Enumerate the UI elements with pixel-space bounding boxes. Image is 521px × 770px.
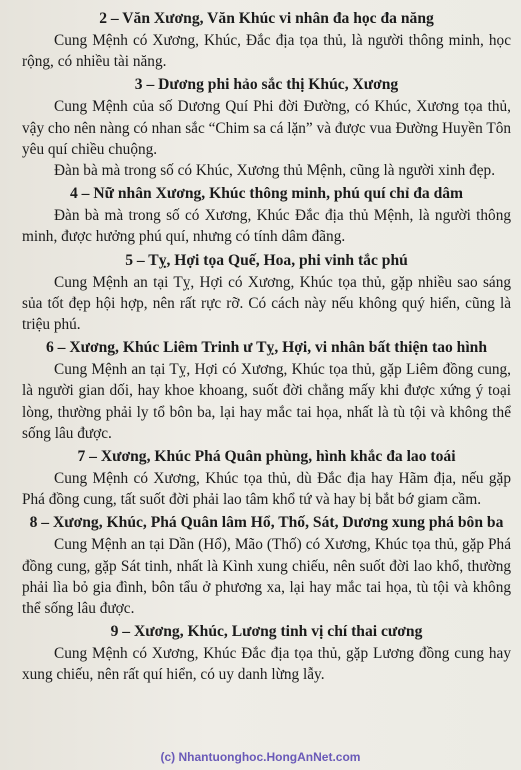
section-heading: 8 – Xương, Khúc, Phá Quân lâm Hổ, Thố, Sát, Dương xung phá bôn ba: [29, 514, 504, 532]
section-9: [22, 621, 511, 685]
section-paragraph: Cung Mệnh an tại Tỵ, Hợi có Xương, Khúc tọa thủ, gặp Liêm đồng cung, là người gian dối, hay khoe khoang, suốt đời chẳng mấy khi được xứng ý toại lòng, thường phải ly tổ bôn ba, lại hay mắc tai họa, nhất là tù tội và không thể sống lâu được.: [22, 361, 511, 442]
section-heading: 3 – Dương phi hảo sắc thị Khúc, Xương: [134, 76, 399, 94]
section-heading: 6 – Xương, Khúc Liêm Trinh ư Tỵ, Hợi, vi nhân bất thiện tao hình: [45, 339, 488, 357]
section-6: [22, 337, 511, 444]
section-paragraph: Cung Mệnh an tại Tỵ, Hợi có Xương, Khúc tọa thủ, gặp nhiều sao sáng sủa tốt đẹp hội hợp, nên rất rực rỡ. Có cách này nếu không quý hiển, cũng là triệu phú.: [22, 273, 511, 334]
section-paragraph: Cung Mệnh an tại Dần (Hổ), Mão (Thố) có Xương, Khúc tọa thủ, gặp Phá đồng cung, gặp Sát tinh, nhất là Kình xung chiếu, nên suốt đời lao khổ, thường phải lìa bỏ gia đình, bôn tẩu ở phương xa, lại hay mắc tai họa, tù tội và không thể sống lâu được.: [22, 536, 511, 618]
section-2: [22, 8, 511, 72]
section-heading: 5 – Tỵ, Hợi tọa Quế, Hoa, phi vinh tắc phú: [125, 251, 408, 269]
section-heading: 7 – Xương, Khúc Phá Quân phùng, hình khắc đa lao toái: [77, 448, 456, 466]
section-paragraph: Cung Mệnh có Xương, Khúc tọa thủ, dù Đắc địa hay Hãm địa, nếu gặp Phá đồng cung, tất suốt đời phải lao tâm khổ tứ và hay bị bắt bớ giam cầm.: [22, 470, 511, 509]
section-heading: 9 – Xương, Khúc, Lương tinh vị chí thai cương: [110, 623, 423, 641]
section-7: [22, 446, 511, 510]
page-content: [22, 8, 511, 686]
section-4: [22, 183, 511, 247]
watermark-footer: (c) Nhantuonghoc.HongAnNet.com: [160, 750, 361, 764]
section-heading: 2 – Văn Xương, Văn Khúc vi nhân đa học đa năng: [99, 10, 434, 27]
section-paragraph: Đàn bà mà trong số có Xương, Khúc Đắc địa thủ Mệnh, là người thông minh, được hưởng phú quí, nhưng có tính dâm đãng.: [22, 207, 511, 246]
section-paragraph: Cung Mệnh của số Dương Quí Phi đời Đường, có Khúc, Xương tọa thủ, vậy cho nên nàng có nhan sắc “Chim sa cá lặn” và được vua Đường Huyền Tôn yêu quí chiều chuộng.: [22, 98, 511, 158]
section-5: [22, 250, 511, 336]
section-paragraph: Đàn bà mà trong số có Khúc, Xương thủ Mệnh, cũng là người xinh đẹp.: [54, 162, 496, 180]
section-3: [22, 74, 511, 181]
section-paragraph: Cung Mệnh có Xương, Khúc, Đắc địa tọa thủ, là người thông minh, học rộng, có nhiều tài năng.: [22, 32, 511, 71]
section-paragraph: Cung Mệnh có Xương, Khúc Đắc địa tọa thủ, gặp Lương đồng cung hay xung chiếu, nên rất quí hiển, có uy danh lừng lẫy.: [22, 645, 511, 684]
section-heading: 4 – Nữ nhân Xương, Khúc thông minh, phú quí chỉ đa dâm: [69, 185, 464, 203]
section-8: [22, 512, 511, 619]
